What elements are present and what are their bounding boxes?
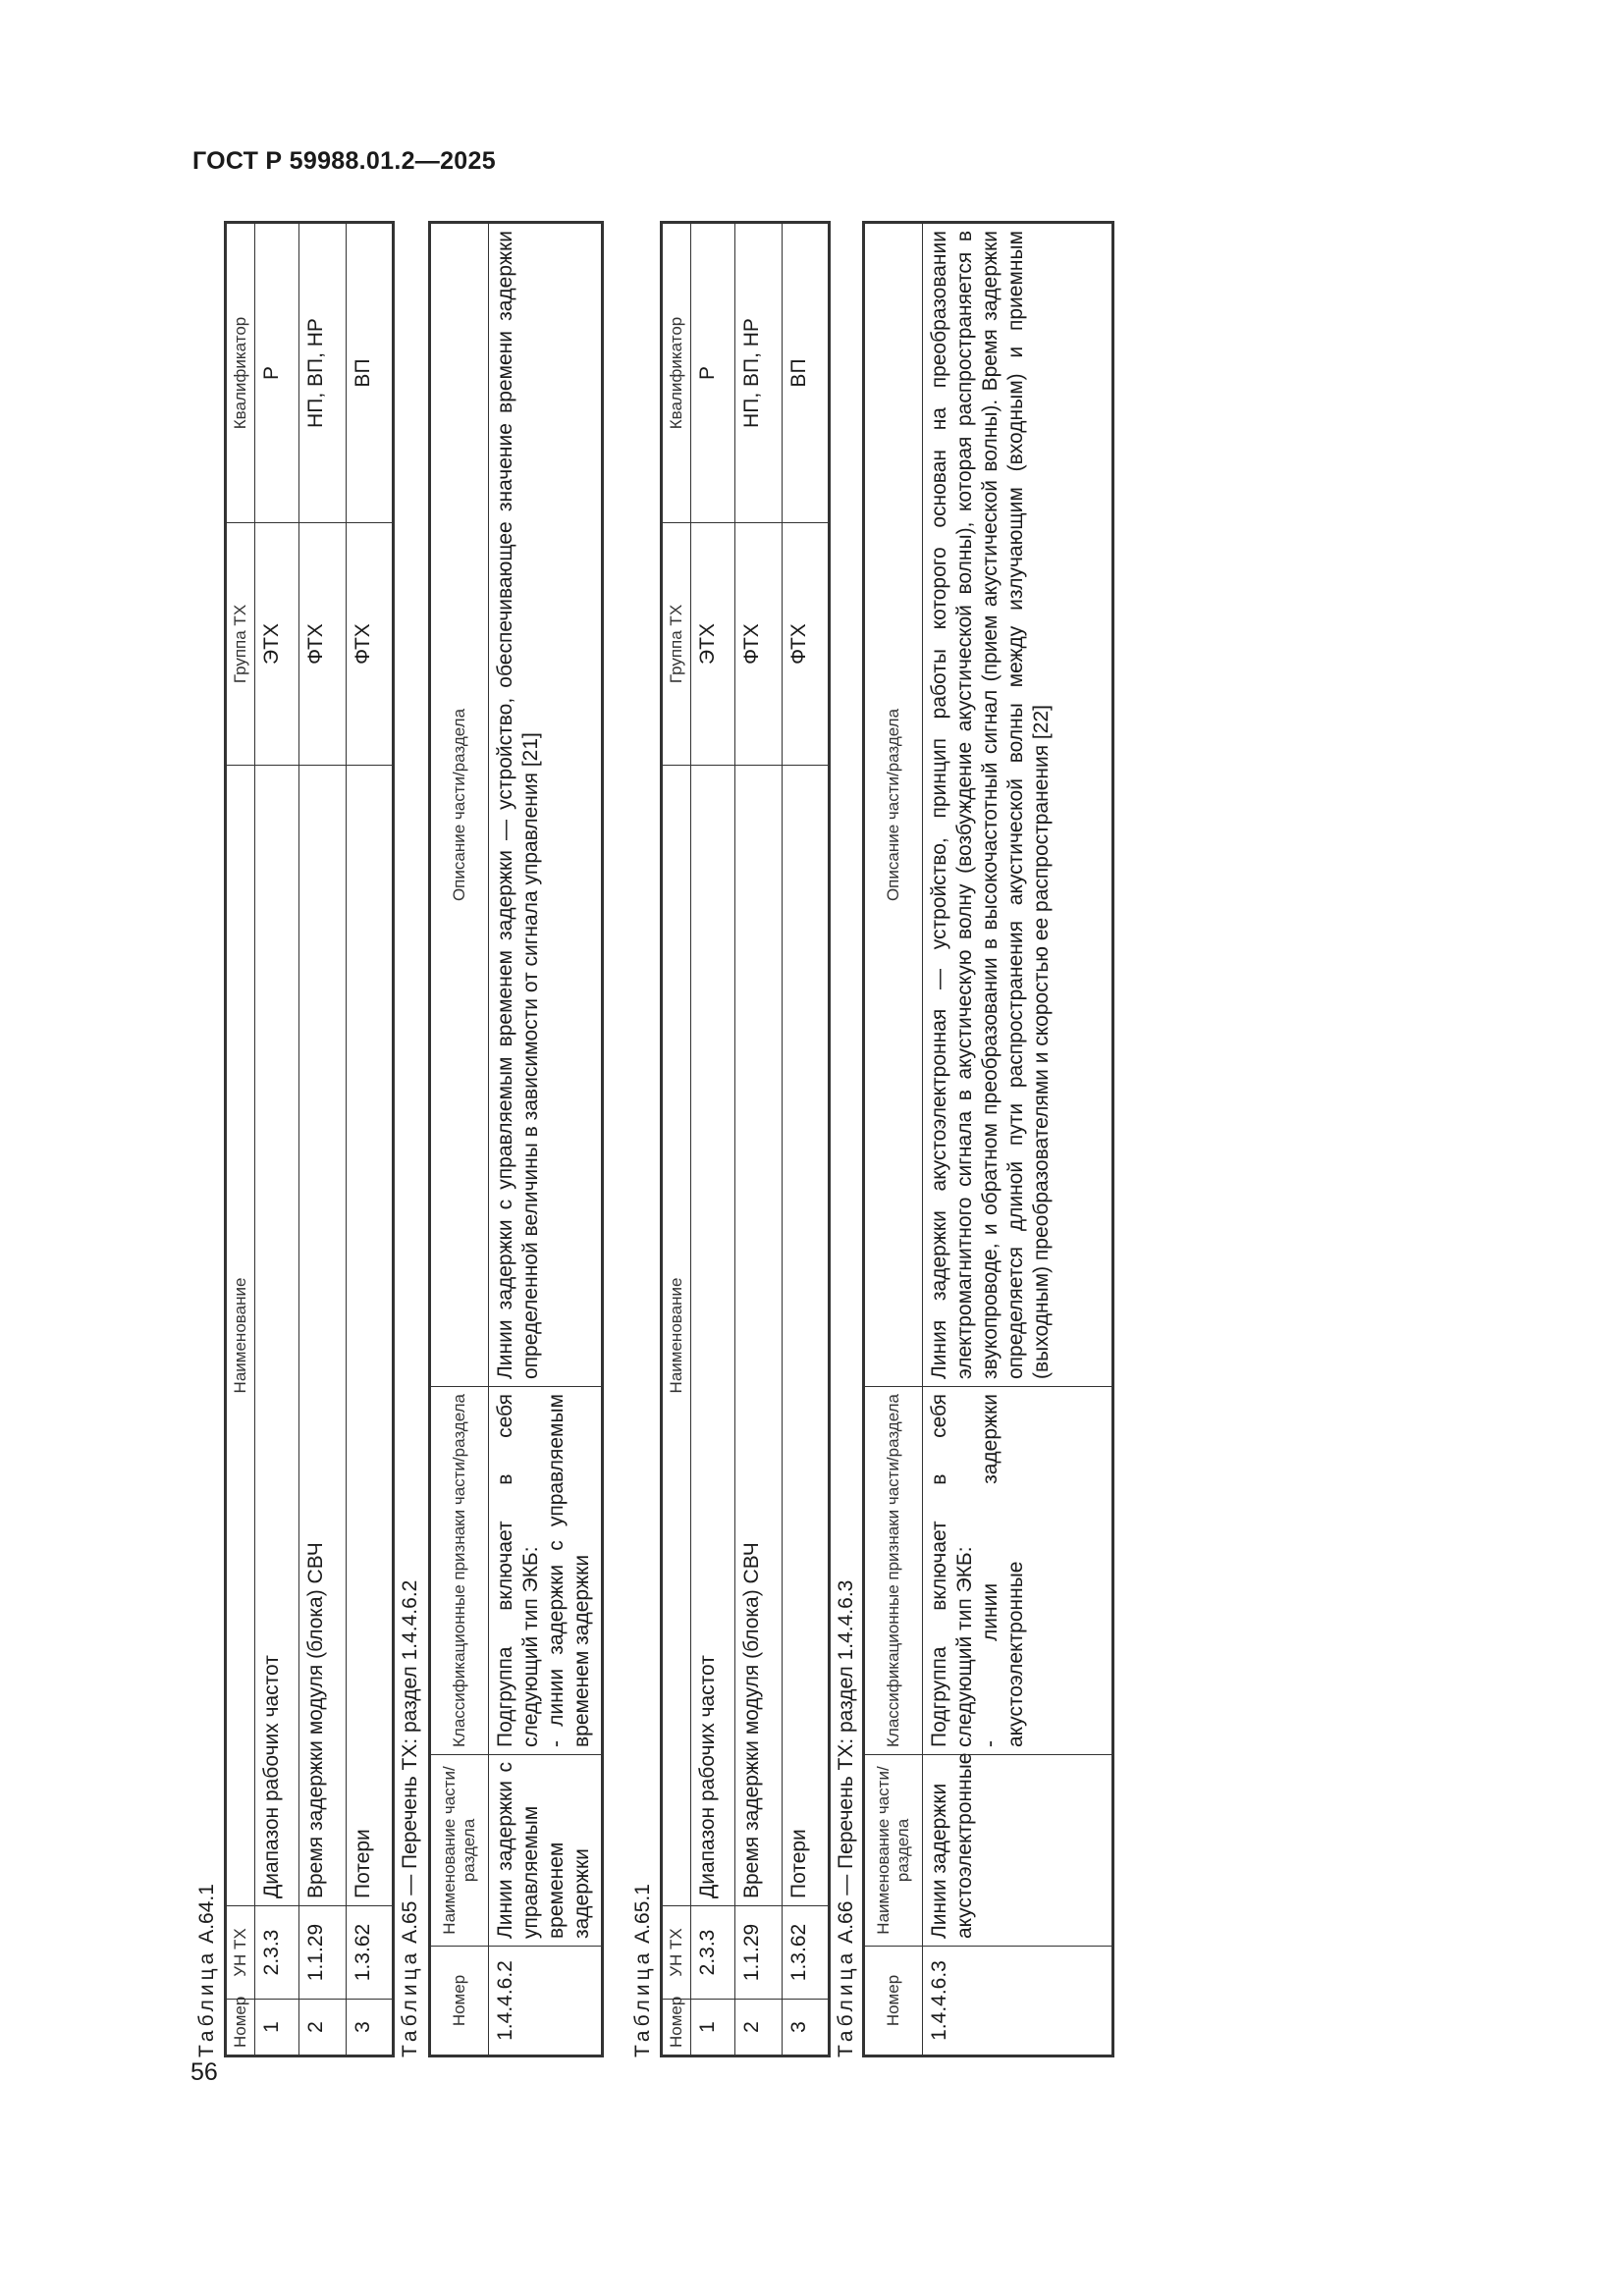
caption-word: Таблица (195, 1949, 218, 2057)
cell-qualifier: ВП (347, 223, 394, 523)
table-header-row (226, 223, 255, 2056)
cell-features: Подгруппа включает в себя следующий тип ЭКБ: - линии задержки с управляемым временем задержки (489, 1387, 603, 1755)
table-header-row (430, 223, 489, 2056)
cell-code: 2.3.3 (691, 1906, 735, 2000)
caption-word: Таблица (399, 1949, 421, 2057)
table-row (783, 223, 830, 2056)
header-cell: Описание части/раздела (864, 223, 923, 1387)
cell-section-name: Линии задержки акустоэлектронные (923, 1755, 1113, 1947)
cell-qualifier: НП, ВП, НР (299, 223, 347, 523)
caption-word: Таблица (835, 1949, 857, 2057)
caption-id: А.64.1 (195, 1884, 218, 1944)
table-row (735, 223, 783, 2056)
cell-number: 1.4.4.6.2 (489, 1947, 603, 2056)
cell-number: 1.4.4.6.3 (923, 1947, 1113, 2056)
cell-code: 1.1.29 (299, 1906, 347, 2000)
cell-code: 2.3.3 (255, 1906, 299, 2000)
header-cell: Описание части/раздела (430, 223, 489, 1387)
caption-a64-1 (194, 1884, 220, 2057)
cell-number: 2 (299, 2000, 347, 2056)
cell-description: Линия задержки акустоэлектронная — устройство, принцип работы которого основан на преобразовании электромагнитного сигнала в акустическую волну (возбуждение акустической волны), которая распространяется в звукопроводе, и обратном преобразовании в высокочастотный сигнал (прием акустической волны). Время задержки определяется длиной пути распространения акустической волны между излучающим (входным) и приемным (выходным) преобразователями и скоростью ее распространения [22] (923, 223, 1113, 1387)
cell-group: ФТХ (347, 523, 394, 766)
table-row (255, 223, 299, 2056)
header-cell: Номер (226, 2000, 255, 2056)
cell-name: Время задержки модуля (блока) СВЧ (299, 766, 347, 1906)
header-cell: Наименование части/раздела (864, 1755, 923, 1947)
header-cell: Классификационные признаки части/раздела (430, 1387, 489, 1755)
caption-id: А.65.1 (631, 1884, 654, 1944)
cell-qualifier: Р (691, 223, 735, 523)
table-a66 (862, 221, 1114, 2057)
header-cell: Группа ТХ (226, 523, 255, 766)
rotated-tables-area (194, 224, 1353, 2057)
caption-word: Таблица (631, 1949, 654, 2057)
cell-code: 1.3.62 (347, 1906, 394, 2000)
cell-section-name: Линии задержки с управляемым временем задержки (489, 1755, 603, 1947)
document-header: ГОСТ Р 59988.01.2—2025 (192, 147, 496, 175)
cell-number: 3 (783, 2000, 830, 2056)
cell-qualifier: Р (255, 223, 299, 523)
caption-rest: А.65 — Перечень ТХ: раздел 1.4.4.6.2 (399, 1579, 421, 1944)
cell-name: Диапазон рабочих частот (691, 766, 735, 1906)
header-cell: Квалификатор (226, 223, 255, 523)
table-row (489, 223, 603, 2056)
header-cell: УН ТХ (662, 1906, 691, 2000)
header-cell: Группа ТХ (662, 523, 691, 766)
table-a64-1 (224, 221, 395, 2057)
cell-number: 1 (255, 2000, 299, 2056)
cell-features: Подгруппа включает в себя следующий тип ЭКБ: - линии задержки акустоэлектронные (923, 1387, 1113, 1755)
table-row (347, 223, 394, 2056)
table-header-row (864, 223, 923, 2056)
cell-name: Диапазон рабочих частот (255, 766, 299, 1906)
caption-a65 (398, 1580, 423, 2057)
caption-a65-1 (630, 1884, 656, 2057)
cell-qualifier: НП, ВП, НР (735, 223, 783, 523)
cell-group: ЭТХ (691, 523, 735, 766)
cell-description: Линии задержки с управляемым временем задержки — устройство, обеспечивающее значение времени задержки определенной величины в зависимости от сигнала управления [21] (489, 223, 603, 1387)
page-number: 56 (190, 2058, 218, 2086)
header-cell: Номер (864, 1947, 923, 2056)
header-cell: Наименование части/раздела (430, 1755, 489, 1947)
cell-name: Потери (783, 766, 830, 1906)
table-a65 (428, 221, 604, 2057)
table-header-row (662, 223, 691, 2056)
header-cell: Квалификатор (662, 223, 691, 523)
table-row (691, 223, 735, 2056)
header-cell: Наименование (662, 766, 691, 1906)
cell-group: ЭТХ (255, 523, 299, 766)
cell-code: 1.3.62 (783, 1906, 830, 2000)
cell-number: 3 (347, 2000, 394, 2056)
caption-a66 (834, 1580, 859, 2057)
cell-number: 1 (691, 2000, 735, 2056)
header-cell: УН ТХ (226, 1906, 255, 2000)
cell-name: Время задержки модуля (блока) СВЧ (735, 766, 783, 1906)
table-row (923, 223, 1113, 2056)
cell-group: ФТХ (783, 523, 830, 766)
table-row (299, 223, 347, 2056)
cell-group: ФТХ (299, 523, 347, 766)
header-cell: Номер (430, 1947, 489, 2056)
cell-group: ФТХ (735, 523, 783, 766)
header-cell: Классификационные признаки части/раздела (864, 1387, 923, 1755)
cell-name: Потери (347, 766, 394, 1906)
cell-code: 1.1.29 (735, 1906, 783, 2000)
table-a65-1 (660, 221, 831, 2057)
cell-qualifier: ВП (783, 223, 830, 523)
cell-number: 2 (735, 2000, 783, 2056)
header-cell: Наименование (226, 766, 255, 1906)
header-cell: Номер (662, 2000, 691, 2056)
caption-rest: А.66 — Перечень ТХ: раздел 1.4.4.6.3 (835, 1579, 857, 1944)
